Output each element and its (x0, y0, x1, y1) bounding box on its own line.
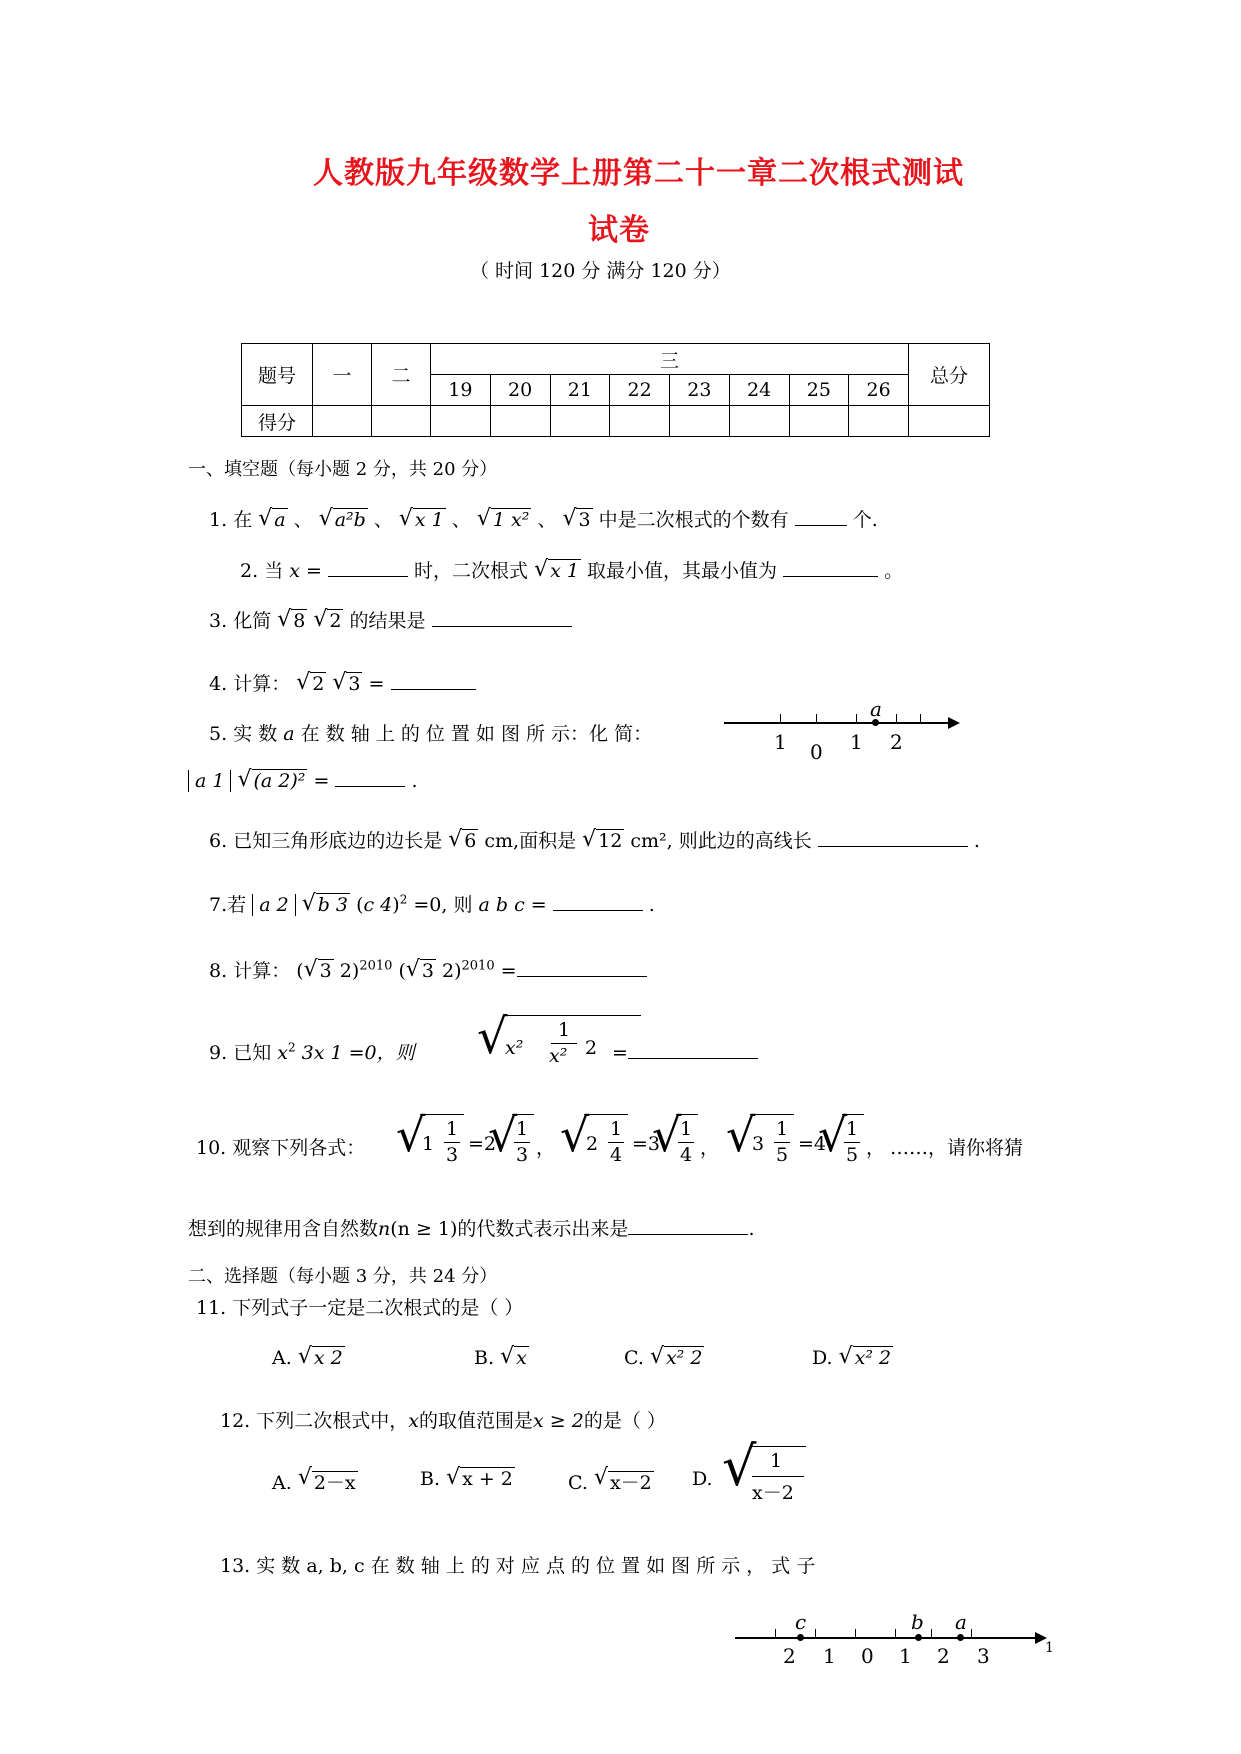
answer-blank[interactable] (517, 956, 647, 977)
text: =0, 则 (413, 894, 473, 916)
question-11 (196, 1293, 523, 1320)
text: 的结果是 (349, 610, 426, 632)
text: = (313, 770, 330, 792)
question-5-expr (188, 766, 418, 792)
text: = (500, 960, 517, 982)
col-total: 总分 (909, 344, 990, 406)
sub-25: 25 (789, 375, 849, 406)
question-12: 12. 下列二次根式中，x的取值范围是x ≥ 2的是（ ） (220, 1410, 666, 1432)
q-number: 10. (196, 1137, 227, 1159)
radical: √ 3 (408, 960, 436, 982)
radical: √ 2 (315, 610, 343, 632)
question-9: 9. 已知 $x^2$ 3x 1 =0，则 (209, 1040, 415, 1064)
text: = (299, 560, 322, 582)
option-c[interactable]: C. √ x－2 (568, 1468, 654, 1495)
tick-label: 1 (774, 730, 787, 754)
text: 计算： (233, 960, 291, 982)
q-number: 8. (209, 960, 228, 982)
text: 计算： (233, 673, 291, 695)
text: 。 (884, 560, 904, 582)
answer-blank[interactable] (553, 890, 643, 911)
answer-blank[interactable] (795, 505, 847, 526)
point-a (957, 1634, 964, 1641)
radical: √ 6 (450, 830, 478, 852)
text: 中是二次根式的个数有 (598, 509, 789, 531)
q10-terms: √ 1 1 3 =2 √ 1 3 ， √ 2 1 4 =3 √ 1 4 ， √ 3 1 5 =4 √ 1 5 ， (396, 1108, 886, 1166)
q10-tail: ……，请你将猜 (890, 1137, 1024, 1159)
abs-expr: a 1 (188, 770, 231, 792)
option-b[interactable]: B. √ x (474, 1347, 529, 1369)
score-table (241, 343, 990, 437)
tick-label: 2 (890, 730, 903, 754)
sub-24: 24 (729, 375, 789, 406)
text: 在 数 轴 上 的 位 置 如 图 所 示：化 简： (300, 723, 653, 745)
tick-label: 0 (861, 1644, 874, 1668)
text: 已知 (233, 1042, 272, 1064)
text: 3x 1 =0，则 (301, 1042, 415, 1064)
text: 、 (373, 509, 393, 531)
question-13 (220, 1551, 815, 1578)
var: x (289, 560, 300, 582)
radical: √ a²b (321, 509, 368, 531)
col-2: 二 (372, 344, 431, 406)
radical: √ 12 (584, 830, 624, 852)
answer-blank[interactable] (391, 669, 476, 690)
question-4 (209, 669, 476, 696)
text: cm,面积是 (484, 830, 577, 852)
answer-blank[interactable] (628, 1214, 748, 1235)
sub-20: 20 (490, 375, 550, 406)
score-cell[interactable] (909, 406, 990, 437)
tick-label: 1 (899, 1644, 912, 1668)
paren-expr: (c 4)$^2$ (356, 892, 408, 916)
q-number: 13. (220, 1555, 251, 1577)
radical: √ 8 (279, 610, 307, 632)
text: 已知三角形底边的边长是 (233, 830, 443, 852)
number-line-q13 (735, 1600, 1065, 1680)
answer-blank[interactable] (432, 606, 572, 627)
radical: √ 3 (306, 960, 334, 982)
col-label: 题号 (242, 344, 313, 406)
q-number: 3. (209, 610, 228, 632)
q-number: 4. (209, 673, 228, 695)
row-label: 得分 (242, 406, 313, 437)
text: 若 (227, 894, 247, 916)
option-b[interactable]: B. √ x + 2 (420, 1468, 515, 1490)
question-10 (196, 1133, 365, 1160)
text: 个. (852, 509, 878, 531)
text: 、 (537, 509, 557, 531)
tick-label: 2 (937, 1644, 950, 1668)
score-cell[interactable] (610, 406, 670, 437)
score-cell[interactable] (789, 406, 849, 437)
q-number: 12. (220, 1410, 251, 1432)
text: . (973, 830, 980, 852)
option-d[interactable]: D. √ x² 2 (812, 1347, 893, 1369)
radical: √ 1 x² (479, 509, 531, 531)
point-c (797, 1634, 804, 1641)
text: = (530, 894, 547, 916)
text: 、 (451, 509, 471, 531)
answer-blank[interactable] (335, 766, 405, 787)
question-8: 8. 计算： (√ 3 2)$^{2010}$ (√ 3 2)$^{2010}$ = (209, 956, 647, 983)
q9-answer: = (612, 1038, 758, 1064)
q-number: 1. (209, 509, 228, 531)
option-a[interactable]: A. √ x 2 (272, 1347, 345, 1369)
radical: √ x 1 (536, 560, 581, 582)
score-cell[interactable] (849, 406, 909, 437)
score-cell[interactable] (313, 406, 372, 437)
text: 实 数 a, b, c 在 数 轴 上 的 对 应 点 的 位 置 如 图 所 示 ， 式 子 (256, 1555, 816, 1577)
point-label: a (870, 697, 882, 721)
q-number: 7. (209, 894, 228, 916)
point-b (915, 1634, 922, 1641)
radical: √ b 3 (304, 894, 350, 916)
point-label: b (911, 1610, 924, 1634)
col-3: 三 (431, 344, 909, 375)
text: 时，二次根式 (414, 560, 529, 582)
text: 、 (293, 509, 313, 531)
tick-label: 1 (823, 1644, 836, 1668)
tick-label: 2 (783, 1644, 796, 1668)
q-number: 2. (240, 560, 259, 582)
question-5 (209, 719, 652, 746)
q-number: 9. (209, 1042, 228, 1064)
radical: √ a (260, 509, 287, 531)
sub-19: 19 (431, 375, 491, 406)
q-number: 5. (209, 723, 228, 745)
section1-heading: 一、填空题（每小题 2 分，共 20 分） (188, 459, 498, 480)
point-label: c (795, 1610, 807, 1634)
question-1 (209, 505, 878, 532)
radical: √ 3 (334, 673, 362, 695)
question-2 (240, 556, 903, 583)
question-7 (209, 890, 655, 917)
sub-22: 22 (610, 375, 670, 406)
text: 下列式子一定是二次根式的是（ ） (232, 1297, 524, 1319)
number-line-q5 (724, 697, 964, 764)
col-1: 一 (313, 344, 372, 406)
question-6 (209, 826, 980, 853)
text: 观察下列各式： (232, 1137, 366, 1159)
text: 化简 (233, 610, 272, 632)
q12-options: A. √ 2－x B. √ x + 2 C. √ x－2 D. √ 1 x－2 (272, 1468, 872, 1528)
score-cell[interactable] (729, 406, 789, 437)
radical: √ 3 (564, 509, 592, 531)
sub-26: 26 (849, 375, 909, 406)
option-a[interactable]: A. √ 2－x (272, 1468, 358, 1495)
text: 取最小值，其最小值为 (586, 560, 777, 582)
abs-expr: a 2 (252, 894, 295, 916)
sub-21: 21 (550, 375, 610, 406)
radical: √ 2 (298, 673, 326, 695)
q-number: 6. (209, 830, 228, 852)
text: 在 (233, 509, 253, 531)
answer-blank[interactable] (328, 556, 408, 577)
question-3 (209, 606, 572, 633)
score-cell[interactable] (670, 406, 730, 437)
score-cell[interactable] (490, 406, 550, 437)
text: 当 (264, 560, 284, 582)
score-cell[interactable] (431, 406, 491, 437)
option-d[interactable]: D. (692, 1468, 713, 1490)
text: cm², 则此边的高线长 (630, 830, 812, 852)
exam-info: （ 时间 120 分 满分 120 分） (470, 260, 731, 282)
sub-23: 23 (670, 375, 730, 406)
section2-heading: 二、选择题（每小题 3 分，共 24 分） (188, 1266, 498, 1287)
score-cell[interactable] (550, 406, 610, 437)
tick-label: 1 (850, 730, 863, 754)
text: = (368, 673, 385, 695)
text: . (648, 894, 655, 916)
radical: √ x 1 (401, 509, 446, 531)
page-title-line2: 试卷 (588, 213, 650, 248)
page-title: 人教版九年级数学上册第二十一章二次根式测试 (313, 156, 964, 191)
text: . (411, 770, 418, 792)
score-cell[interactable] (372, 406, 431, 437)
answer-blank[interactable] (628, 1038, 758, 1059)
q-number: 11. (196, 1297, 227, 1319)
tick-label: 0 (810, 740, 823, 764)
q10-line2: 想到的规律用含自然数n(n ≥ 1)的代数式表示出来是 . (188, 1214, 754, 1241)
option-c[interactable]: C. √ x² 2 (624, 1347, 704, 1369)
tick-label: 3 (977, 1644, 990, 1668)
answer-blank[interactable] (783, 556, 878, 577)
expr: a b c (478, 894, 525, 916)
point-label: a (955, 1610, 967, 1634)
page-mark: 1 (1045, 1640, 1054, 1656)
radical: √ (a 2)² (240, 770, 308, 792)
text: 实 数 (233, 723, 278, 745)
var: a (283, 723, 295, 745)
answer-blank[interactable] (818, 826, 968, 847)
